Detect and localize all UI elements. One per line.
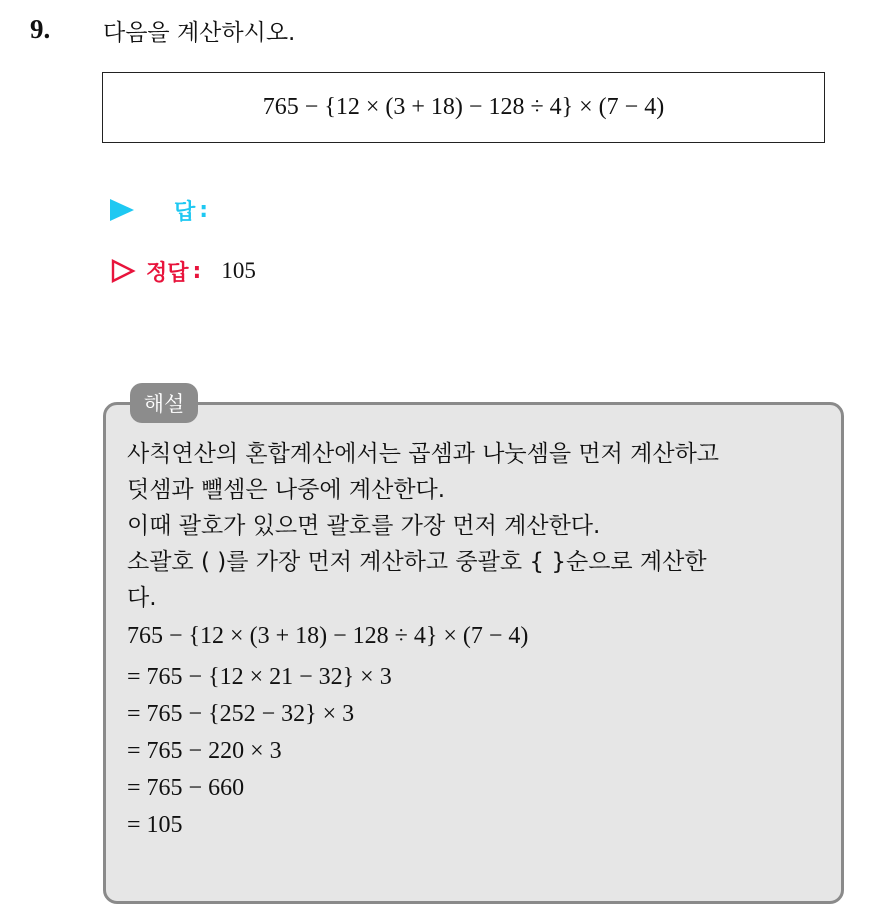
- explanation-tab: 해설: [130, 383, 198, 423]
- explanation-text-line: 덧셈과 뺄셈은 나중에 계산한다.: [127, 477, 446, 503]
- explanation-step: = 765 − 220 × 3: [127, 738, 282, 764]
- question-number: 9.: [30, 14, 51, 44]
- expression-text: 765 − {12 × (3 + 18) − 128 ÷ 4} × (7 − 4): [262, 94, 665, 120]
- correct-answer-value: 105: [221, 258, 256, 283]
- explanation-step: = 765 − 660: [127, 775, 245, 801]
- answer-label: 답: [174, 199, 196, 225]
- question-prompt: 다음을 계산하시오.: [103, 20, 296, 46]
- explanation-step: = 105: [127, 812, 183, 838]
- explanation-step: = 765 − {12 × 21 − 32} × 3: [127, 664, 392, 690]
- outline-triangle-right-icon: [110, 258, 136, 284]
- explanation-step: = 765 − {252 − 32} × 3: [127, 701, 355, 727]
- explanation-step: 765 − {12 × (3 + 18) − 128 ÷ 4} × (7 − 4): [127, 623, 529, 649]
- explanation-text-line: 다.: [127, 585, 157, 611]
- explanation-text-line: 소괄호 ( )를 가장 먼저 계산하고 중괄호 { }순으로 계산한: [127, 549, 707, 575]
- expression-box: [102, 72, 825, 143]
- explanation-text-line: 이때 괄호가 있으면 괄호를 가장 먼저 계산한다.: [127, 513, 601, 539]
- filled-triangle-right-icon: [110, 199, 134, 221]
- correct-answer-row: [110, 255, 256, 287]
- answer-colon: :: [199, 197, 209, 223]
- explanation-content: [127, 436, 837, 844]
- answer-row: [110, 194, 228, 226]
- correct-answer-colon: :: [192, 258, 202, 284]
- explanation-text-line: 사칙연산의 혼합계산에서는 곱셈과 나눗셈을 먼저 계산하고: [127, 441, 720, 467]
- correct-answer-label: 정답: [146, 260, 189, 286]
